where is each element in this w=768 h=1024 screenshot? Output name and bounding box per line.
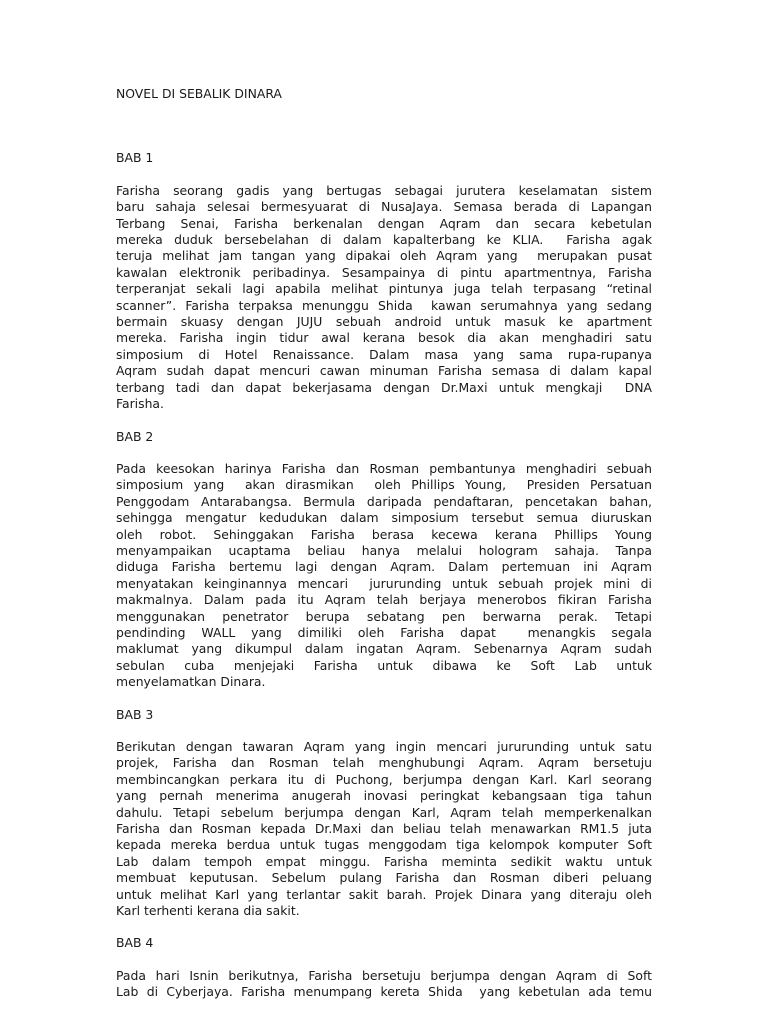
text-line: Lab dalam tempoh empat minggu. Farisha meminta sedikit waktu untuk (116, 853, 652, 869)
text-line: Farisha. (116, 396, 164, 412)
section-paragraph (116, 183, 652, 413)
text-line: Farisha dan Rosman kepada Dr.Maxi dan beliau telah menawarkan RM1.5 juta (116, 821, 652, 837)
section-bab-4 (116, 935, 652, 1000)
section-bab-1 (116, 150, 652, 412)
text-line: Berikutan dengan tawaran Aqram yang ingin mencari jururunding untuk satu (116, 739, 652, 754)
document-page (116, 86, 652, 1017)
text-line: sehingga mengatur kedudukan dalam simposium tersebut semua diuruskan (116, 510, 652, 526)
text-line: Aqram sudah dapat mencuri cawan minuman Farisha semasa di dalam kapal (116, 363, 652, 379)
text-line: terperanjat sekali lagi apabila melihat pintunya juga telah terpasang “retinal (116, 281, 652, 297)
text-line: menggunakan penetrator berupa sebatang pen berwarna perak. Tetapi (116, 608, 652, 624)
text-line: Farisha seorang gadis yang bertugas sebagai jurutera keselamatan sistem (116, 182, 652, 198)
section-heading: BAB 3 (116, 706, 154, 722)
text-line: mereka duduk bersebelahan di dalam kapalterbang ke KLIA. Farisha agak (116, 232, 652, 248)
section-bab-3 (116, 707, 652, 920)
text-line: teruja melihat jam tangan yang dipakai oleh Aqram yang merupakan pusat (116, 248, 652, 264)
text-line: simposium di Hotel Renaissance. Dalam masa yang sama rupa-rupanya (116, 346, 652, 362)
text-line: terbang tadi dan dapat bekerjasama dengan Dr.Maxi untuk mengkaji DNA (116, 379, 652, 395)
text-line: yang pernah menerima anugerah inovasi peringkat kebangsaan tiga tahun (116, 788, 652, 804)
text-line: bermain skuasy dengan JUJU sebuah android untuk masuk ke apartment (116, 314, 652, 330)
document-title: NOVEL DI SEBALIK DINARA (116, 86, 282, 101)
text-line: baru sahaja selesai bermesyuarat di NusaJaya. Semasa berada di Lapangan (116, 199, 652, 215)
text-line: dahulu. Tetapi sebelum berjumpa dengan Karl, Aqram telah memperkenalkan (116, 804, 652, 820)
text-line: makmalnya. Dalam pada itu Aqram telah berjaya menerobos fikiran Farisha (116, 592, 652, 608)
text-line: membincangkan perkara itu di Puchong, berjumpa dengan Karl. Karl seorang (116, 771, 652, 787)
text-line: sebulan cuba menjejaki Farisha untuk dibawa ke Soft Lab untuk (116, 657, 652, 673)
text-line: pendinding WALL yang dimiliki oleh Farisha dapat menangkis segala (116, 624, 652, 640)
text-line: kepada mereka berdua untuk tugas menggodam tiga kelompok komputer Soft (116, 837, 652, 853)
text-line: menyampaikan ucaptama beliau hanya melalui hologram sahaja. Tanpa (116, 542, 652, 558)
section-paragraph (116, 461, 652, 691)
text-line: scanner”. Farisha terpaksa menunggu Shida kawan serumahnya yang sedang (116, 297, 652, 313)
text-line: membuat keputusan. Sebelum pulang Farisha dan Rosman diberi peluang (116, 870, 652, 886)
text-line: Pada hari Isnin berikutnya, Farisha bersetuju berjumpa dengan Aqram di Soft (116, 967, 652, 983)
text-line: diduga Farisha bertemu lagi dengan Aqram. Dalam pertemuan ini Aqram (116, 559, 652, 575)
text-line: menyelamatkan Dinara. (116, 674, 266, 690)
section-paragraph (116, 968, 652, 1001)
text-line: kawalan elektronik peribadinya. Sesampainya di pintu apartmentnya, Farisha (116, 264, 652, 280)
text-line: mereka. Farisha ingin tidur awal kerana besok dia akan menghadiri satu (116, 330, 652, 346)
section-heading: BAB 4 (116, 935, 154, 951)
section-bab-2 (116, 429, 652, 691)
text-line: untuk melihat Karl yang terlantar sakit barah. Projek Dinara yang diteraju oleh (116, 886, 652, 902)
text-line: projek, Farisha dan Rosman telah menghubungi Aqram. Aqram bersetuju (116, 755, 652, 771)
text-line: oleh robot. Sehinggakan Farisha berasa kecewa kerana Phillips Young (116, 526, 652, 542)
section-heading: BAB 2 (116, 428, 154, 444)
section-paragraph (116, 739, 652, 919)
text-line: Pada keesokan harinya Farisha dan Rosman pembantunya menghadiri sebuah (116, 460, 652, 476)
text-line: menyatakan keinginannya mencari jururunding untuk sebuah projek mini di (116, 575, 652, 591)
text-line: maklumat yang dikumpul dalam ingatan Aqram. Sebenarnya Aqram sudah (116, 641, 652, 657)
text-line: Lab di Cyberjaya. Farisha menumpang kereta Shida yang kebetulan ada temu (116, 984, 652, 1000)
text-line: Karl terhenti kerana dia sakit. (116, 903, 300, 919)
text-line: Terbang Senai, Farisha berkenalan dengan Aqram dan secara kebetulan (116, 215, 652, 231)
text-line: simposium yang akan dirasmikan oleh Phillips Young, Presiden Persatuan (116, 477, 652, 493)
text-line: Penggodam Antarabangsa. Bermula daripada pendaftaran, pencetakan bahan, (116, 493, 652, 509)
section-heading: BAB 1 (116, 150, 154, 166)
